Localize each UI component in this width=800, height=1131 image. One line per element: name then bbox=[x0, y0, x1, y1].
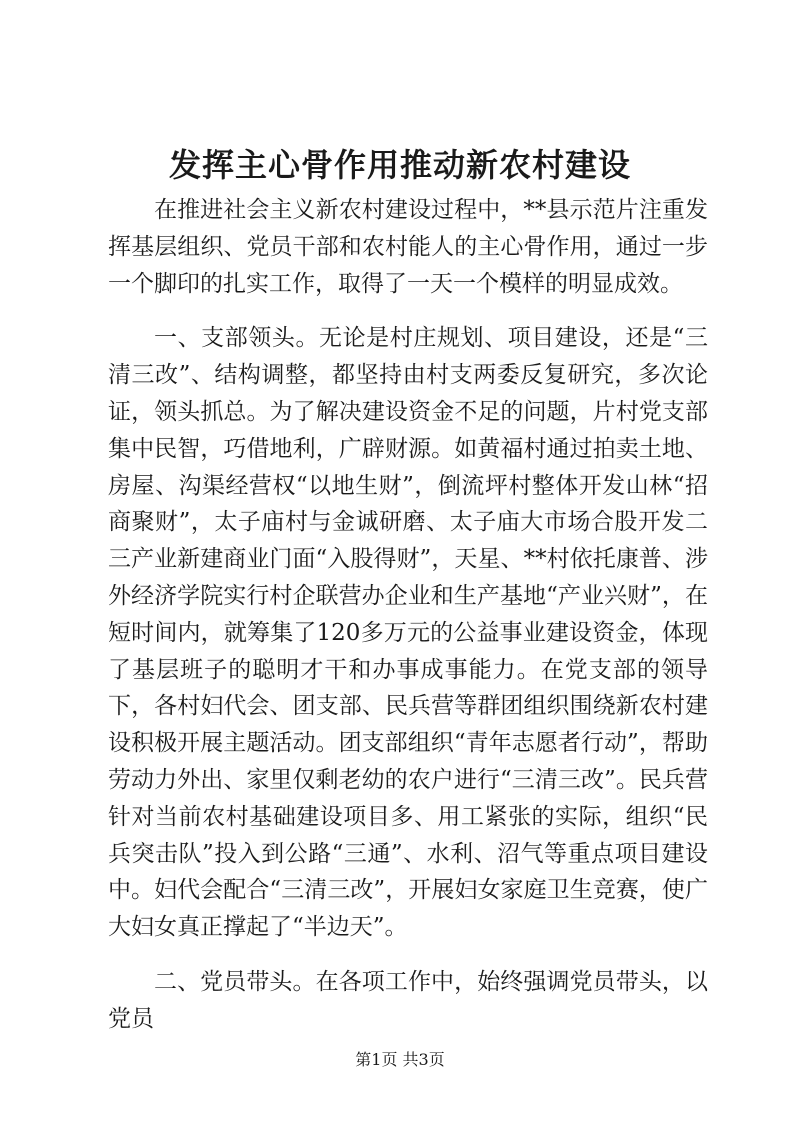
document-body bbox=[108, 192, 708, 1038]
paragraph-intro: 在推进社会主义新农村建设过程中，**县示范片注重发挥基层组织、党员干部和农村能人的主心骨作用，通过一步一个脚印的扎实工作，取得了一天一个模样的明显成效。 bbox=[108, 197, 708, 297]
paragraph-branch-lead: 一、支部领头。无论是村庄规划、项目建设，还是“三清三改”、结构调整，都坚持由村支两委反复研究，多次论证，领头抓总。为了解决建设资金不足的问题，片村党支部集中民智，巧借地利，广辟财源。如黄福村通过拍卖土地、房屋、沟渠经营权“以地生财”，倒流坪村整体开发山林“招商聚财”，太子庙村与金诚研磨、太子庙大市场合股开发二三产业新建商业门面“入股得财”，天星、**村依托康普、涉外经济学院实行村企联营办企业和生产基地“产业兴财”，在短时间内，就筹集了120多万元的公益事业建设资金，体现了基层班子的聪明才干和办事成事能力。在党支部的领导下，各村妇代会、团支部、民兵营等群团组织围绕新农村建设积极开展主题活动。团支部组织“青年志愿者行动”，帮助劳动力外出、家里仅剩老幼的农户进行“三清三改”。民兵营针对当前农村基础建设项目多、用工紧张的实际，组织“民兵突击队”投入到公路“三通”、水利、沼气等重点项目建设中。妇代会配合“三清三改”，开展妇女家庭卫生竞赛，使广大妇女真正撑起了“半边天”。 bbox=[108, 325, 708, 941]
page-title: 发挥主心骨作用推动新农村建设 bbox=[168, 146, 631, 184]
paragraph-party-member-lead: 二、党员带头。在各项工作中，始终强调党员带头，以党员 bbox=[108, 968, 708, 1032]
page-number-footer: 第1页 共3页 bbox=[355, 1050, 445, 1069]
